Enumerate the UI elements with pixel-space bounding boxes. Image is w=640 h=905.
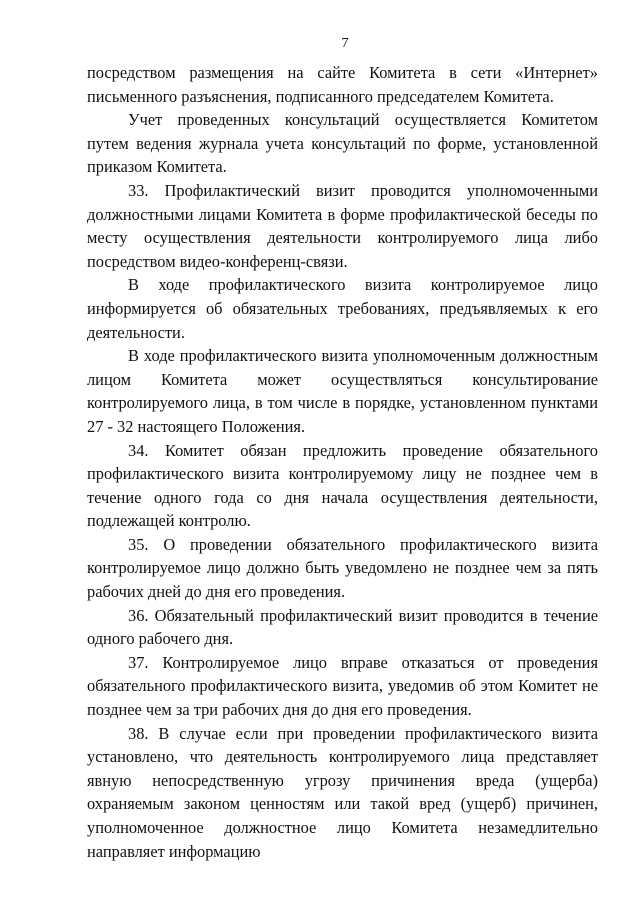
paragraph-visit-informing: В ходе профилактического визита контролируемое лицо информируется об обязательных требованиях, предъявляемых к его деятельности. — [87, 275, 598, 342]
paragraph-item-34: 34. Комитет обязан предложить проведение обязательного профилактического визита контролируемому лицу не позднее чем в течение одного года со дня начала осуществления деятельности, подлежащей контролю. — [87, 440, 598, 531]
paragraph-visit-consulting: В ходе профилактического визита уполномоченным должностным лицом Комитета может осуществляться консультирование контролируемого лица, в том числе в порядке, установленном пунктами 27 - 32 настоящего Положения. — [87, 346, 598, 436]
paragraph-item-37: 37. Контролируемое лицо вправе отказаться от проведения обязательного профилактического визита, уведомив об этом Комитет не позднее чем за три рабочих дня до дня его проведения. — [87, 652, 598, 720]
paragraph-item-35: 35. О проведении обязательного профилактического визита контролируемое лицо должно быть уведомлено не позднее чем за пять рабочих дней до дня его проведения. — [87, 534, 598, 602]
paragraph-item-38: 38. В случае если при проведении профилактического визита установлено, что деятельность контролируемого лица представляет явную непосредственную угрозу причинения вреда (ущерба) охраняемым законом ценностям или такой вред (ущерб) причинен, уполномоченное должностное лицо Комитета незамедлительно направляет информацию — [87, 723, 598, 861]
document-body — [87, 61, 598, 863]
page-number: 7 — [341, 36, 349, 51]
paragraph-continuation-publication: посредством размещения на сайте Комитета в сети «Интернет» письменного разъяснения, подписанного председателем Комитета. — [87, 63, 598, 106]
paragraph-item-33: 33. Профилактический визит проводится уполномоченными должностными лицами Комитета в форме профилактической беседы по месту осуществления деятельности контролируемого лица либо посредством видео-конференц-связи. — [87, 180, 598, 271]
paragraph-item-36: 36. Обязательный профилактический визит проводится в течение одного рабочего дня. — [87, 605, 598, 649]
paragraph-consultation-records: Учет проведенных консультаций осуществляется Комитетом путем ведения журнала учета консультаций по форме, установленной приказом Комитета. — [87, 110, 598, 177]
